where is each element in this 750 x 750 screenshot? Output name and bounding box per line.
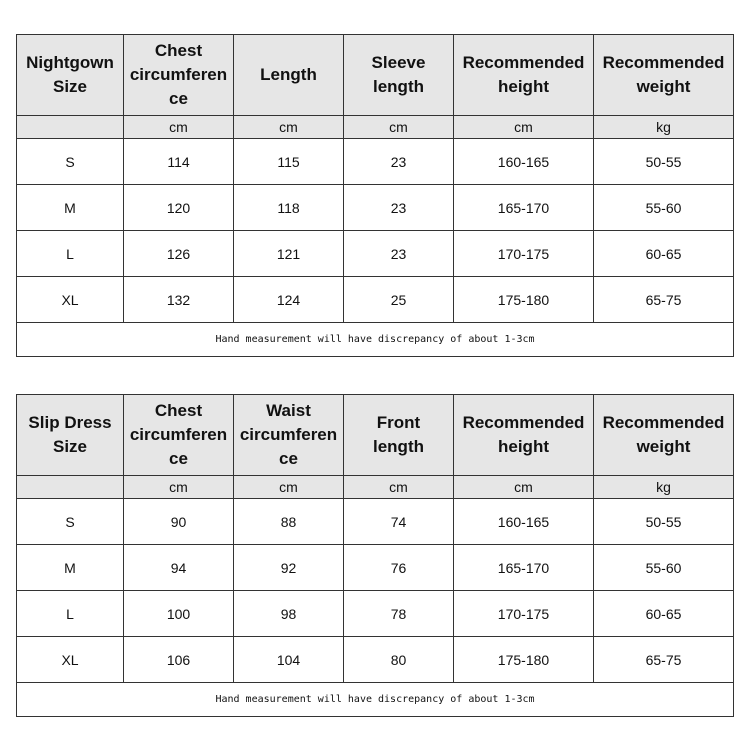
header-cell-front-length: Front length	[344, 395, 454, 476]
unit-cell: kg	[594, 476, 734, 499]
table-row	[17, 591, 734, 637]
table-cell: 100	[124, 591, 234, 637]
table-cell: 76	[344, 545, 454, 591]
table-cell: 132	[124, 277, 234, 323]
table-cell: 50-55	[594, 499, 734, 545]
table-cell: 23	[344, 185, 454, 231]
table-cell: 170-175	[454, 591, 594, 637]
measurement-note: Hand measurement will have discrepancy of about 1-3cm	[17, 323, 734, 357]
table-cell: S	[17, 499, 124, 545]
table-cell: S	[17, 139, 124, 185]
unit-cell	[17, 116, 124, 139]
unit-row	[17, 116, 734, 139]
unit-cell: cm	[234, 476, 344, 499]
table-row	[17, 499, 734, 545]
header-cell-height: Recommended height	[454, 395, 594, 476]
measurement-note: Hand measurement will have discrepancy of about 1-3cm	[17, 683, 734, 717]
table-cell: 170-175	[454, 231, 594, 277]
table-cell: 88	[234, 499, 344, 545]
table-cell: 80	[344, 637, 454, 683]
unit-cell: cm	[234, 116, 344, 139]
table-cell: 118	[234, 185, 344, 231]
unit-cell: cm	[124, 476, 234, 499]
table-cell: 78	[344, 591, 454, 637]
table-cell: M	[17, 545, 124, 591]
unit-row	[17, 476, 734, 499]
header-cell-chest: Chest circumferen ce	[124, 395, 234, 476]
table-cell: 106	[124, 637, 234, 683]
table-cell: 50-55	[594, 139, 734, 185]
table-row	[17, 231, 734, 277]
unit-cell: cm	[454, 476, 594, 499]
table-row	[17, 637, 734, 683]
table-row	[17, 139, 734, 185]
table-cell: 115	[234, 139, 344, 185]
table-cell: 175-180	[454, 277, 594, 323]
unit-cell: cm	[124, 116, 234, 139]
table-cell: 25	[344, 277, 454, 323]
header-cell-weight: Recommended weight	[594, 395, 734, 476]
table-cell: 60-65	[594, 591, 734, 637]
table-cell: 23	[344, 139, 454, 185]
table-cell: M	[17, 185, 124, 231]
header-cell-chest: Chest circumferen ce	[124, 35, 234, 116]
table-cell: L	[17, 591, 124, 637]
unit-cell: cm	[344, 476, 454, 499]
table-cell: 165-170	[454, 185, 594, 231]
table-cell: 175-180	[454, 637, 594, 683]
table-cell: 121	[234, 231, 344, 277]
table-cell: 65-75	[594, 277, 734, 323]
header-cell-sleeve: Sleeve length	[344, 35, 454, 116]
table-cell: 90	[124, 499, 234, 545]
table-row	[17, 185, 734, 231]
table-cell: 23	[344, 231, 454, 277]
table-cell: 160-165	[454, 139, 594, 185]
table-row	[17, 277, 734, 323]
header-cell-waist: Waist circumferen ce	[234, 395, 344, 476]
table-cell: 124	[234, 277, 344, 323]
unit-cell: cm	[344, 116, 454, 139]
unit-cell: cm	[454, 116, 594, 139]
table-cell: 98	[234, 591, 344, 637]
unit-cell: kg	[594, 116, 734, 139]
header-cell-size: Slip Dress Size	[17, 395, 124, 476]
header-cell-length: Length	[234, 35, 344, 116]
table-row	[17, 545, 734, 591]
table-cell: 126	[124, 231, 234, 277]
table-cell: 94	[124, 545, 234, 591]
header-cell-weight: Recommended weight	[594, 35, 734, 116]
table-cell: 104	[234, 637, 344, 683]
table-cell: 55-60	[594, 545, 734, 591]
table-cell: 120	[124, 185, 234, 231]
note-row	[17, 323, 734, 357]
unit-cell	[17, 476, 124, 499]
table-cell: 92	[234, 545, 344, 591]
table-cell: 74	[344, 499, 454, 545]
table-cell: 55-60	[594, 185, 734, 231]
table-cell: 60-65	[594, 231, 734, 277]
table-cell: 114	[124, 139, 234, 185]
nightgown-size-table	[16, 34, 734, 357]
slip-dress-size-table	[16, 394, 734, 717]
table-cell: 65-75	[594, 637, 734, 683]
table-cell: XL	[17, 637, 124, 683]
header-cell-size: Nightgown Size	[17, 35, 124, 116]
table-cell: L	[17, 231, 124, 277]
header-row	[17, 35, 734, 116]
table-cell: 165-170	[454, 545, 594, 591]
header-row	[17, 395, 734, 476]
note-row	[17, 683, 734, 717]
table-cell: XL	[17, 277, 124, 323]
header-cell-height: Recommended height	[454, 35, 594, 116]
table-cell: 160-165	[454, 499, 594, 545]
